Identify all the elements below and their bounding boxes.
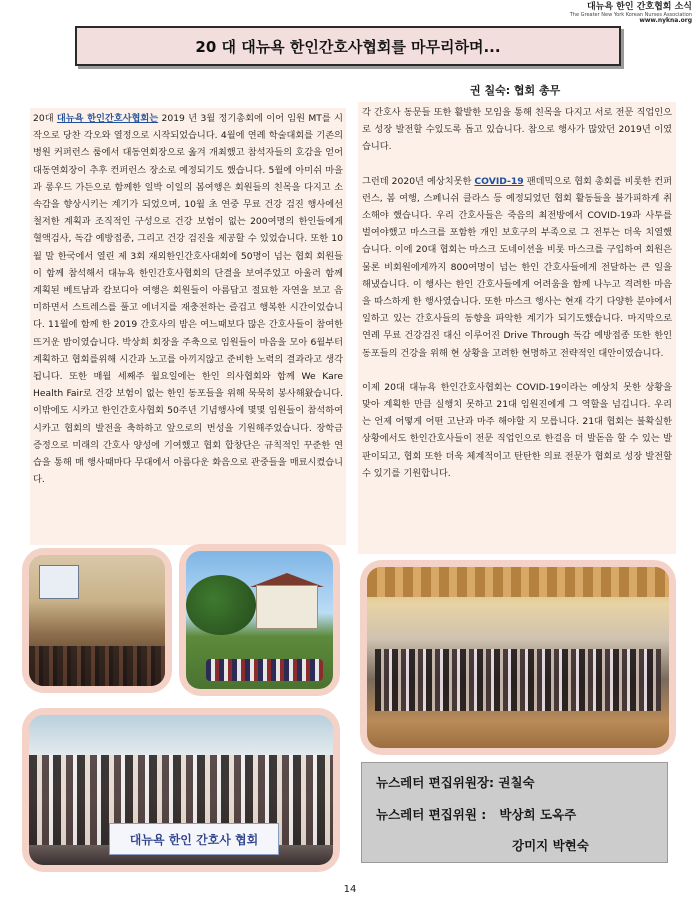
conference-image [29, 555, 165, 686]
outdoor-image [186, 551, 333, 689]
title-banner [75, 26, 621, 66]
editor-members-1: 박상희 도옥주 [499, 807, 577, 822]
photo-group-banner [22, 708, 340, 872]
right-paragraph-2 [362, 173, 672, 362]
p2-pre: 그런데 2020년 예상치못한 [362, 175, 472, 187]
audience [29, 646, 165, 686]
photo-outdoor [179, 544, 340, 696]
brand-english: The Greater New York Korean Nurses Association [569, 11, 692, 18]
gala-image [367, 567, 669, 748]
photo-conference [22, 548, 172, 693]
left-column [30, 108, 346, 545]
right-paragraph-3: 이제 20대 대뉴욕 한인간호사협회는 COVID-19이라는 예상치 못한 상황을 맞아 계획한 만큼 실행치 못하고 21대 임원진에게 그 역할을 넘깁니다. 우리는 언제 어떻게 어떤 고난과 마주 해야할 지 모릅니다. 21대 협회는 불확실한 상황에서도 한인간호사들이 전문 직업인으로 한걸음 더 발돋음 할 수 있는 발판이되고, 협회 또한 더욱 체계적이고 탄탄한 의료 전문가 협회로 성장 발전할 수 있기를 기원합니다. [362, 381, 672, 479]
gala-group [375, 649, 661, 711]
left-lead: 20대 [33, 113, 54, 124]
volunteers [206, 659, 323, 681]
right-column [358, 102, 676, 554]
page-number: 14 [343, 884, 357, 895]
editor-chief: 뉴스레터 편집위원장: 권칠숙 [376, 775, 535, 790]
banner-text: 대뉴욕 한인 간호사 협회 [129, 832, 259, 847]
article-author: 권 칠숙: 협회 총무 [470, 84, 561, 97]
brand-url[interactable]: www.nykna.org [639, 17, 692, 25]
association-link[interactable]: 대뉴욕 한인간호사협회는 [56, 113, 159, 124]
editors-box [361, 762, 668, 863]
editor-members-2: 강미지 박현숙 [512, 838, 589, 853]
association-banner [109, 823, 279, 855]
stage-curtain [367, 567, 669, 597]
group-banner-image [29, 715, 333, 865]
p2-post: 팬데믹으로 협회 총회를 비롯한 컨퍼런스, 봄 여행, 스페니쉬 클라스 등 예정되었던 협회 활동들을 불가피하게 취소해야 했습니다. 우리 간호사들은 죽음의 최전방에서 COVID-19과 사투를 벌여야했고 마스크를 포함한 개인 보호구의 부족으로 그 전투는 더욱 치열했습니다. 이에 20대 협회는 마스크 도네이션을 비롯 마스크를 구입하여 회원은 물론 비회원에게까지 800여명이 넘는 한인 간호사들에게 전달하는 큰 일을 해냈습니다. 이 행사는 한인 간호사들에게 어려움을 함께 나누고 격려한 마음을 따스하게 한 행사였습니다. 또한 마스크 행사는 현재 각기 다양한 분야에서 일하고 있는 간호사들의 동향을 파악한 계기가 되기도했습니다. 마지막으로 연례 무료 건강검진 대신 이루어진 Drive Through 독감 예방접종 또한 한인 동포들의 건강을 위해 현 상황을 고려한 현명하고 전략적인 대안이였습니다. [362, 175, 672, 359]
tree [186, 575, 256, 635]
brand-korean: 대뉴욕 한인 간호협회 소식 [586, 2, 692, 12]
left-body: 2019 년 3월 정기총회에 이어 임원 MT를 시작으로 당찬 각오와 열정으로 시작되었습니다. 4월에 연례 학술대회를 기존의 병원 커퍼런스 룸에서 대동연회장으로 옮겨 개최했고 참석자들의 호감을 얻어 대동연회장이 추후 컨퍼런스 장소로 예정되기도 했습니다. 5월에 아미쉬 마을과 롱우드 가든으로 함께한 일박 이일의 봄여행은 회원들의 친목을 다지고 소속감을 향상시키는 계기가 되었으며, 10월 초 연중 무료 건강 검진 행사에선 철저한 계획과 조직적인 구성으로 건강 보험이 없는 200여명의 한인들에게 혈액검사, 독감 예방접종, 그리고 건강 검진을 제공할 수 있었습니다. 또한 10월 말 한국에서 열린 제 3회 재외한인간호사대회에 50명이 넘는 협회 회원들이 함께 참석해서 대뉴욕 한인간호사협회의 단결을 보여주었고 아울러 함께 계획된 베트남과 캄보디아 여행은 회원들이 아름답고 절묘한 자연을 보고 음미하면서 스트레스를 풀고 에너지를 재충전하는 즐겁고 행복한 시간이었습니다. 11월에 함께 한 2019 간호사의 밤은 여느때보다 많은 간호사들이 참여한 뜨거운 밤이였습니다. 박상희 회장을 주축으로 임원들이 마음을 모아 6월부터 계획하고 협회를위해 시간과 노고를 아끼지않고 준비한 노력의 결과라고 생각됩니다. 또한 매월 세째주 월요일에는 한인 의사협회와 함께 We Kare Health Fair로 건강 보험이 없는 한인 동포들을 위해 묵묵히 봉사해왔습니다. 이밖에도 시카고 한인간호사협회 50주년 기념행사에 몇몇 임원들이 참석하여 시카고 협회의 발전을 축하하고 앞으로의 번성을 기원해주었습니다. 장학금 증정으로 미래의 간호사 양성에 기여했고 협회 합창단은 규칙적인 꾸준한 연습을 통해 매 행사때마다 무대에서 아름다운 화음으로 관중들을 매료시켰습니다. [33, 113, 344, 486]
header-brand [570, 3, 692, 25]
page-title: 20 대 대뉴욕 한인간호사협회를 마무리하며... [195, 37, 501, 56]
house [256, 585, 318, 629]
projector-screen [39, 565, 79, 599]
editor-members-label: 뉴스레터 편집위원 : [376, 807, 487, 822]
editor-members-line [376, 805, 576, 823]
covid-link[interactable]: COVID-19 [474, 175, 524, 187]
photo-gala [360, 560, 676, 755]
right-paragraph-1: 각 간호사 동문들 또한 활발한 모임을 통해 친목을 다지고 서로 전문 직업인으로 성장 발전할 수있도록 돕고 있습니다. 참으로 행사가 많았던 2019년 이였습니다. [362, 107, 672, 153]
